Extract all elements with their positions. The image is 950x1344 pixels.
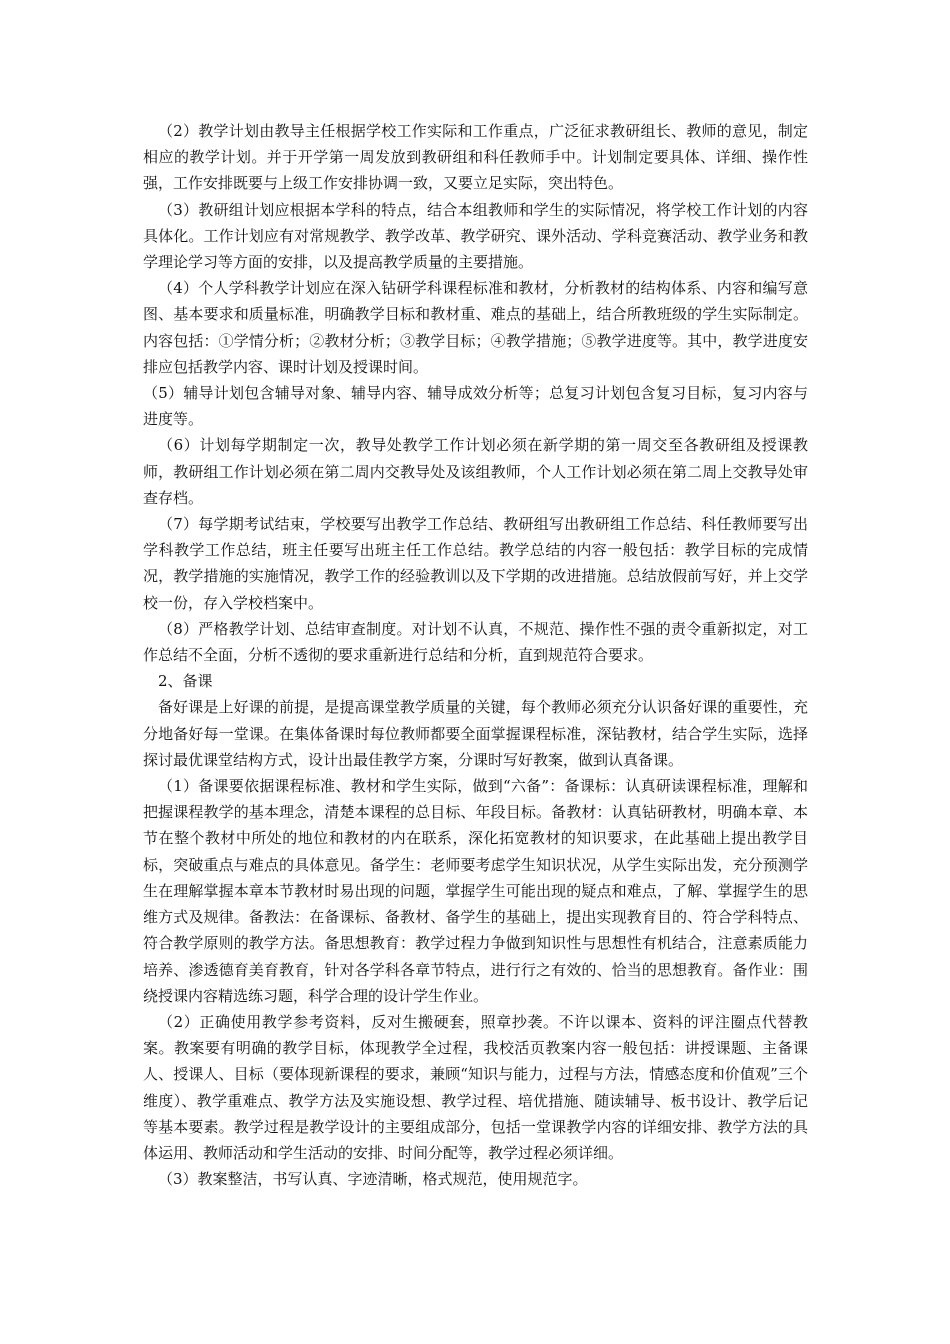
section-heading-lesson-prep: 2、备课 [158,672,213,691]
document-page [143,118,808,1192]
paragraph-plan-8: （8）严格教学计划、总结审查制度。对计划不认真，不规范、操作性不强的责令重新拟定，对工作总结不全面，分析不透彻的要求重新进行总结和分析，直到规范符合要求。 [143,619,808,665]
paragraph-plan-6: （6）计划每学期制定一次，教导处教学工作计划必须在新学期的第一周交至各教研组及授课教师，教研组工作计划必须在第二周内交教导处及该组教师，个人工作计划必须在第二周上交教导处审查存档。 [143,436,808,507]
paragraph-plan-5: （5）辅导计划包含辅导对象、辅导内容、辅导成效分析等；总复习计划包含复习目标，复习内容与进度等。 [143,384,808,429]
paragraph-lesson-prep-1: （1）备课要依据课程标准、教材和学生实际，做到“六备”：备课标：认真研读课程标准，理解和把握课程教学的基本理念，清楚本课程的总目标、年段目标。备教材：认真钻研教材，明确本章、本节在整个教材中所处的地位和教材的内在联系，深化拓宽教材的知识要求，在此基础上提出教学目标，突破重点与难点的具体意见。备学生：老师要考虑学生知识状况，从学生实际出发，充分预测学生在理解掌握本章本节教材时易出现的问题，掌握学生可能出现的疑点和难点，了解、掌握学生的思维方式及规律。备教法：在备课标、备教材、备学生的基础上，提出实现教育目的、符合学科特点、符合教学原则的教学方法。备思想教育：教学过程力争做到知识性与思想性有机结合，注意素质能力培养、渗透德育美育教育，针对各学科各章节特点，进行行之有效的、恰当的思想教育。备作业：围绕授课内容精选练习题，科学合理的设计学生作业。 [143,777,808,1005]
paragraph-plan-2: （2）教学计划由教导主任根据学校工作实际和工作重点，广泛征求教研组长、教师的意见，制定相应的教学计划。并于开学第一周发放到教研组和科任教师手中。计划制定要具体、详细、操作性强，工作安排既要与上级工作安排协调一致，又要立足实际，突出特色。 [143,122,808,193]
paragraph-lesson-prep-2: （2）正确使用教学参考资料，反对生搬硬套，照章抄袭。不许以课本、资料的评注圈点代替教案。教案要有明确的教学目标，体现教学全过程，我校活页教案内容一般包括：讲授课题、主备课人、授课人、目标（要体现新课程的要求，兼顾“知识与能力，过程与方法，情感态度和价值观”三个维度）、教学重难点、教学方法及实施设想、教学过程、培优措施、随读辅导、板书设计、教学后记等基本要素。教学过程是教学设计的主要组成部分，包括一堂课教学内容的详细安排、教学方法的具体运用、教师活动和学生活动的安排、时间分配等，教学过程必须详细。 [143,1012,808,1162]
paragraph-lesson-prep-intro: 备好课是上好课的前提，是提高课堂教学质量的关键，每个教师必须充分认识备好课的重要性，充分地备好每一堂课。在集体备课时每位教师都要全面掌握课程标准，深钻教材，结合学生实际，选择探讨最优课堂结构方式，设计出最佳教学方案，分课时写好教案，做到认真备课。 [143,698,808,769]
paragraph-plan-4: （4）个人学科教学计划应在深入钻研学科课程标准和教材，分析教材的结构体系、内容和编写意图、基本要求和质量标准，明确教学目标和教材重、难点的基础上，结合所教班级的学生实际制定。内容包括：①学情分析；②教材分析；③教学目标；④教学措施；⑤教学进度等。其中，教学进度安排应包括教学内容、课时计划及授课时间。 [143,279,808,376]
paragraph-plan-7: （7）每学期考试结束，学校要写出教学工作总结、教研组写出教研组工作总结、科任教师要写出学科教学工作总结，班主任要写出班主任工作总结。教学总结的内容一般包括：教学目标的完成情况，教学措施的实施情况，教学工作的经验教训以及下学期的改进措施。总结放假前写好，并上交学校一份，存入学校档案中。 [143,515,808,612]
paragraph-plan-3: （3）教研组计划应根据本学科的特点，结合本组教师和学生的实际情况，将学校工作计划的内容具体化。工作计划应有对常规教学、教学改革、教学研究、课外活动、学科竞赛活动、教学业务和教学理论学习等方面的安排，以及提高教学质量的主要措施。 [143,200,808,272]
paragraph-lesson-prep-3: （3）教案整洁，书写认真、字迹清晰，格式规范，使用规范字。 [158,1170,588,1189]
